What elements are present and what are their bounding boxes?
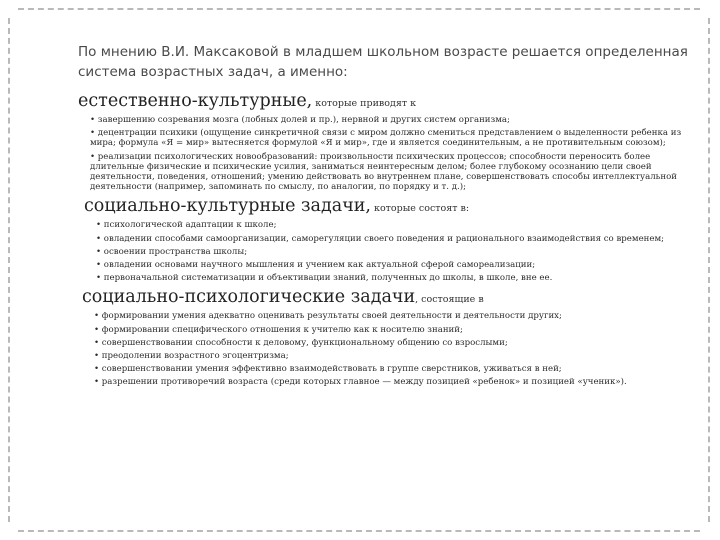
section-heading [84,195,688,220]
list-item: • формировании умения адекватно оценивать результаты своей деятельности и деятельности других; [94,311,562,322]
list-item: • децентрации психики (ощущение синкретичной связи с миром должно смениться представлением о выделенности ребенка из мира; формула «Я = мир» вытесняется формулой «Я и мир», где и является соединительным, а не противительным союзом); [90,128,682,149]
section-subtitle: , состоящие в [415,294,484,306]
border-left [8,18,10,522]
intro-text: По мнению В.И. Максаковой в младшем школьном возрасте решается определенная система возрастных задач, а именно: [78,44,688,80]
list-item: • реализации психологических новообразований: произвольности психических процессов; способности переносить более длительные физические и психические усилия, заниматься неинтересным делом; более глубокому осознанию цели своей деятельности, поведения, отношений; умению действовать во внутреннем плане, совершенствовать способы интеллектуальной деятельности (например, запоминать по смыслу, по аналогии, по порядку и т. д.); [90,151,677,193]
list-item: • завершению созревания мозга (лобных долей и пр.), нервной и других систем организма; [90,115,510,125]
section-socio-psychological [82,286,688,387]
border-right [708,18,710,522]
list-item: • психологической адаптации к школе; [96,220,277,231]
section-natural-cultural [78,90,688,192]
border-bottom [18,530,700,532]
section-subtitle: которые состоят в: [371,203,470,215]
section-title: естественно-культурные, [78,91,313,111]
list-item: • разрешении противоречий возраста (среди которых главное — между позицией «ребенок» и позицией «ученик»). [94,377,627,388]
section-title: социально-культурные задачи, [84,196,371,217]
section-heading [82,286,688,311]
slide [8,8,710,532]
section-list [90,115,688,192]
list-item: • первоначальной систематизации и объективации знаний, полученных до школы, в школе, вне ее. [96,273,553,284]
list-item: • формировании специфического отношения к учителю как к носителю знаний; [94,324,463,335]
section-socio-cultural [84,195,688,283]
list-item: • овладении способами самоорганизации, саморегуляции своего поведения и рационального взаимодействия со временем; [96,233,665,244]
list-item: • совершенствовании способности к деловому, функциональному общению со взрослыми; [94,337,508,348]
section-heading [78,90,688,115]
list-item: • совершенствовании умения эффективно взаимодействовать в группе сверстников, уживаться в ней; [94,364,562,375]
border-top [18,8,700,10]
section-list [94,311,688,387]
list-item: • преодолении возрастного эгоцентризма; [94,351,289,362]
section-title: социально-психологические задачи [82,287,416,308]
section-subtitle: которые приводят к [312,98,417,109]
list-item: • освоении пространства школы; [96,246,248,257]
list-item: • овладении основами научного мышления и учением как актуальной сферой самореализации; [96,260,536,271]
slide-content [78,42,688,391]
section-list [96,220,688,283]
